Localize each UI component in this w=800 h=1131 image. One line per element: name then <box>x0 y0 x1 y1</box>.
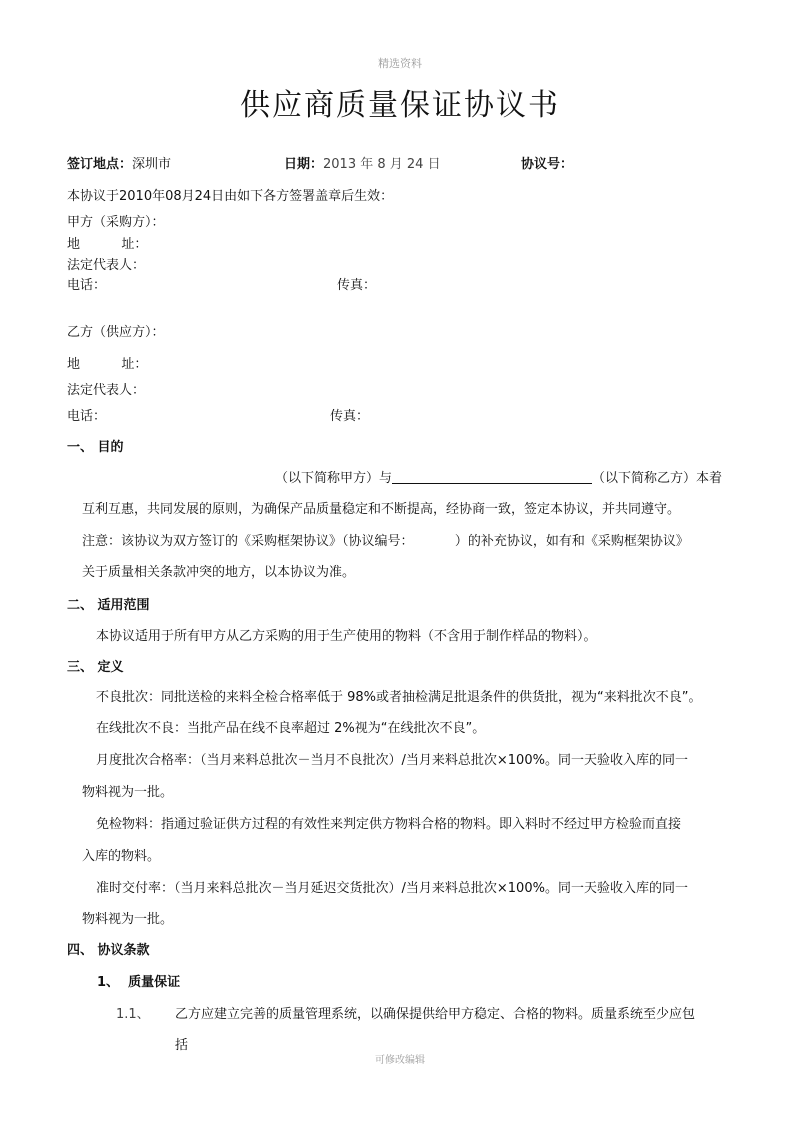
date-value: 2013 年 8 月 24 日 <box>323 157 441 172</box>
clause-1-1-cont: 括 <box>175 1038 189 1053</box>
section-4-heading: 四、 协议条款 <box>67 943 150 958</box>
section-3-heading: 三、 定义 <box>67 660 124 675</box>
section-1-heading: 一、 目的 <box>67 440 124 455</box>
clause-1-1-text: 乙方应建立完善的质量管理系统，以确保提供给甲方稳定、合格的物料。质量系统至少应包 <box>175 1007 696 1022</box>
definition-5-cont: 物料视为一批。 <box>82 912 174 927</box>
definition-1: 不良批次：同批送检的来料全检合格率低于 98%或者抽检满足批退条件的供货批，视为“来料批次不良”。 <box>96 690 702 705</box>
section-1-line-3: 注意：该协议为双方签订的《采购框架协议》（协议编号： ）的补充协议，如有和《采购框架协议》 <box>82 534 689 549</box>
definition-3: 月度批次合格率：（当月来料总批次－当月不良批次）/当月来料总批次×100%。同一天验收入库的同一 <box>96 753 688 768</box>
party-b-address: 地 址： <box>67 357 148 372</box>
footer-note: 可修改编辑 <box>375 1055 425 1066</box>
party-a-representative: 法定代表人： <box>67 258 146 273</box>
party-a-fax: 传真： <box>337 278 377 293</box>
party-b-representative: 法定代表人： <box>67 383 146 398</box>
section-1-line-1 <box>275 467 722 486</box>
party-a-ref: （以下简称甲方）与 <box>275 471 393 486</box>
definition-4: 免检物料：指通过验证供方过程的有效性来判定供方物料合格的物料。即入料时不经过甲方检验而直接 <box>96 817 682 832</box>
document-title: 供应商质量保证协议书 <box>240 88 560 123</box>
place-label: 签订地点： <box>67 157 133 172</box>
party-b-fax: 传真： <box>330 409 370 424</box>
sign-place <box>67 153 171 172</box>
definition-5: 准时交付率：（当月来料总批次－当月延迟交货批次）/当月来料总批次×100%。同一天验收入库的同一 <box>96 881 688 896</box>
party-b-phone: 电话： <box>67 409 107 424</box>
section-2-line-1: 本协议适用于所有甲方从乙方采购的用于生产使用的物料（不含用于制作样品的物料）。 <box>96 629 597 644</box>
party-b-name-blank <box>392 469 592 484</box>
sign-date <box>284 153 441 172</box>
clause-number: 1.1、 <box>116 1007 150 1022</box>
party-b-ref: （以下简称乙方）本着 <box>592 471 723 486</box>
party-a-address: 地 址： <box>67 237 148 252</box>
party-a-phone: 电话： <box>67 278 107 293</box>
subsection-1-heading: 1、 质量保证 <box>97 975 181 990</box>
section-2-heading: 二、 适用范围 <box>67 598 150 613</box>
party-a-heading: 甲方（采购方）： <box>67 215 165 230</box>
definition-4-cont: 入库的物料。 <box>82 849 161 864</box>
section-1-line-4: 关于质量相关条款冲突的地方，以本协议为准。 <box>82 565 356 580</box>
agreement-no-label: 协议号： <box>521 157 574 172</box>
intro-line: 本协议于2010年08月24日由如下各方签署盖章后生效： <box>67 189 394 204</box>
place-value: 深圳市 <box>132 157 172 172</box>
section-1-line-2: 互利互惠，共同发展的原则，为确保产品质量稳定和不断提高，经协商一致，签定本协议，并共同遵守。 <box>82 502 681 517</box>
definition-3-cont: 物料视为一批。 <box>82 785 174 800</box>
party-b-heading: 乙方（供应方）： <box>67 325 165 340</box>
header-note: 精选资料 <box>378 57 422 70</box>
definition-2: 在线批次不良：当批产品在线不良率超过 2%视为“在线批次不良”。 <box>96 721 486 736</box>
date-label: 日期： <box>284 157 324 172</box>
